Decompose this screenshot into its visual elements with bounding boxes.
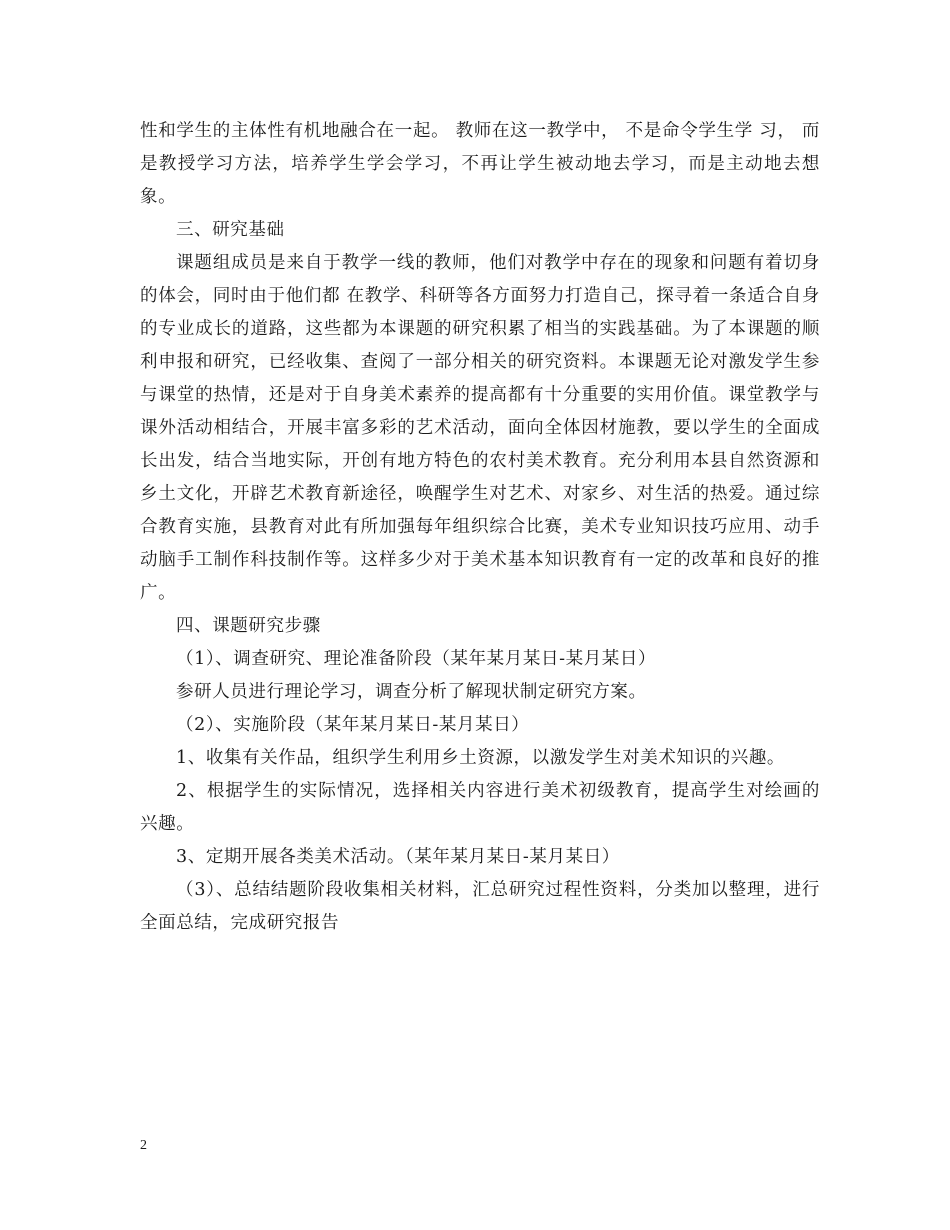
paragraph-research-basis: 课题组成员是来自于教学一线的教师，他们对教学中存在的现象和问题有着切身的体会，同时由于他们都 在教学、科研等各方面努力打造自己，探寻着一条适合自身的专业成长的道路，这些都为本课题的研究积累了相当的实践基础。为了本课题的顺利申报和研究，已经收集、查阅了一部分相关的研究资料。本课题无论对激发学生参与课堂的热情，还是对于自身美术素养的提高都有十分重要的实用价值。课堂教学与课外活动相结合，开展丰富多彩的艺术活动，面向全体因材施教，要以学生的全面成长出发，结合当地实际，开创有地方特色的农村美术教育。充分利用本县自然资源和乡土文化，开辟艺术教育新途径，唤醒学生对艺术、对家乡、对生活的热爱。通过综合教育实施，县教育对此有所加强每年组织综合比赛，美术专业知识技巧应用、动手动脑手工制作科技制作等。这样多少对于美术基本知识教育有一定的改革和良好的推广。 [140,253,820,603]
paragraph-step-1: 参研人员进行理论学习，调查分析了解现状制定研究方案。 [176,682,647,702]
list-item-2: 2、根据学生的实际情况，选择相关内容进行美术初级教育，提高学生对绘画的兴趣。 [140,781,820,834]
document-body [140,115,820,940]
page-number: 2 [140,1138,147,1153]
step-heading-2: （2）、实施阶段（某年某月某日-某月某日） [176,715,530,735]
section-heading-research-steps: 四、课题研究步骤 [176,616,321,636]
paragraph-continuation: 性和学生的主体性有机地融合在一起。 教师在这一教学中， 不是命令学生学 习， 而是教授学习方法，培养学生学会学习，不再让学生被动地去学习，而是主动地去想象。 [140,121,820,207]
list-item-1: 1、收集有关作品，组织学生利用乡土资源，以激发学生对美术知识的兴趣。 [176,748,786,768]
section-heading-research-basis: 三、研究基础 [176,220,285,240]
list-item-3: 3、定期开展各类美术活动。（某年某月某日-某月某日） [176,847,620,867]
step-heading-3: （3）、总结结题阶段收集相关材料，汇总研究过程性资料，分类加以整理，进行全面总结，完成研究报告 [140,880,820,933]
step-heading-1: （1）、调查研究、理论准备阶段（某年某月某日-某月某日） [176,649,657,669]
